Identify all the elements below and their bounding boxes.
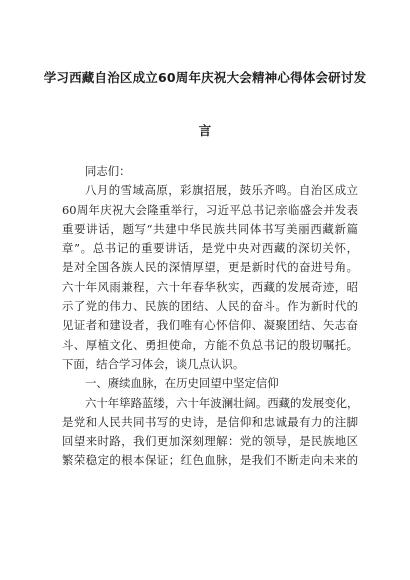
paragraph-line: 是对全国各族人民的深情厚望，更是新时代的奋进号角。 bbox=[62, 260, 358, 275]
paragraph-line: 示了党的伟力、民族的团结、人民的奋斗。作为新时代的 bbox=[62, 299, 358, 314]
paragraph-line: 章”。总书记的重要讲话，是党中央对西藏的深切关怀， bbox=[62, 241, 358, 256]
paragraph-line: 重要讲话，题写“共建中华民族共同体书写美丽西藏新篇 bbox=[62, 221, 358, 236]
paragraph-line: 六十年筚路蓝缕，六十年波澜壮阔。西藏的发展变化， bbox=[85, 395, 359, 410]
paragraph-line: 八月的雪域高原，彩旗招展，鼓乐齐鸣。自治区成立 bbox=[85, 183, 358, 198]
paragraph-line: 下面，结合学习体会，谈几点认识。 bbox=[62, 356, 245, 371]
paragraph-line: 见证者和建设者，我们唯有心怀信仰、凝聚团结、矢志奋 bbox=[62, 318, 358, 333]
document-title-line-1: 学习西藏自治区成立60周年庆祝大会精神心得体会研讨发 bbox=[43, 70, 367, 85]
paragraph-line: 六十年风雨兼程，六十年春华秋实，西藏的发展奇迹，昭 bbox=[62, 279, 358, 294]
paragraph-line: 回望来时路，我们更加深刻理解：党的领导，是民族地区 bbox=[62, 434, 358, 449]
paragraph-line: 是党和人民共同书写的史诗，是信仰和忠诚最有力的注脚 bbox=[62, 414, 358, 429]
paragraph-line: 60周年庆祝大会隆重举行，习近平总书记亲临盛会并发表 bbox=[62, 202, 358, 217]
salutation: 同志们： bbox=[85, 164, 131, 178]
document-title-line-2: 言 bbox=[198, 123, 212, 138]
section-heading: 一、赓续血脉，在历史回望中坚定信仰 bbox=[85, 376, 279, 391]
document-body bbox=[62, 162, 358, 471]
paragraph-line: 繁荣稳定的根本保证；红色血脉，是我们不断走向未来的 bbox=[62, 453, 358, 468]
paragraph-line: 斗、厚植文化、勇担使命，方能不负总书记的殷切嘱托。 bbox=[62, 337, 358, 352]
